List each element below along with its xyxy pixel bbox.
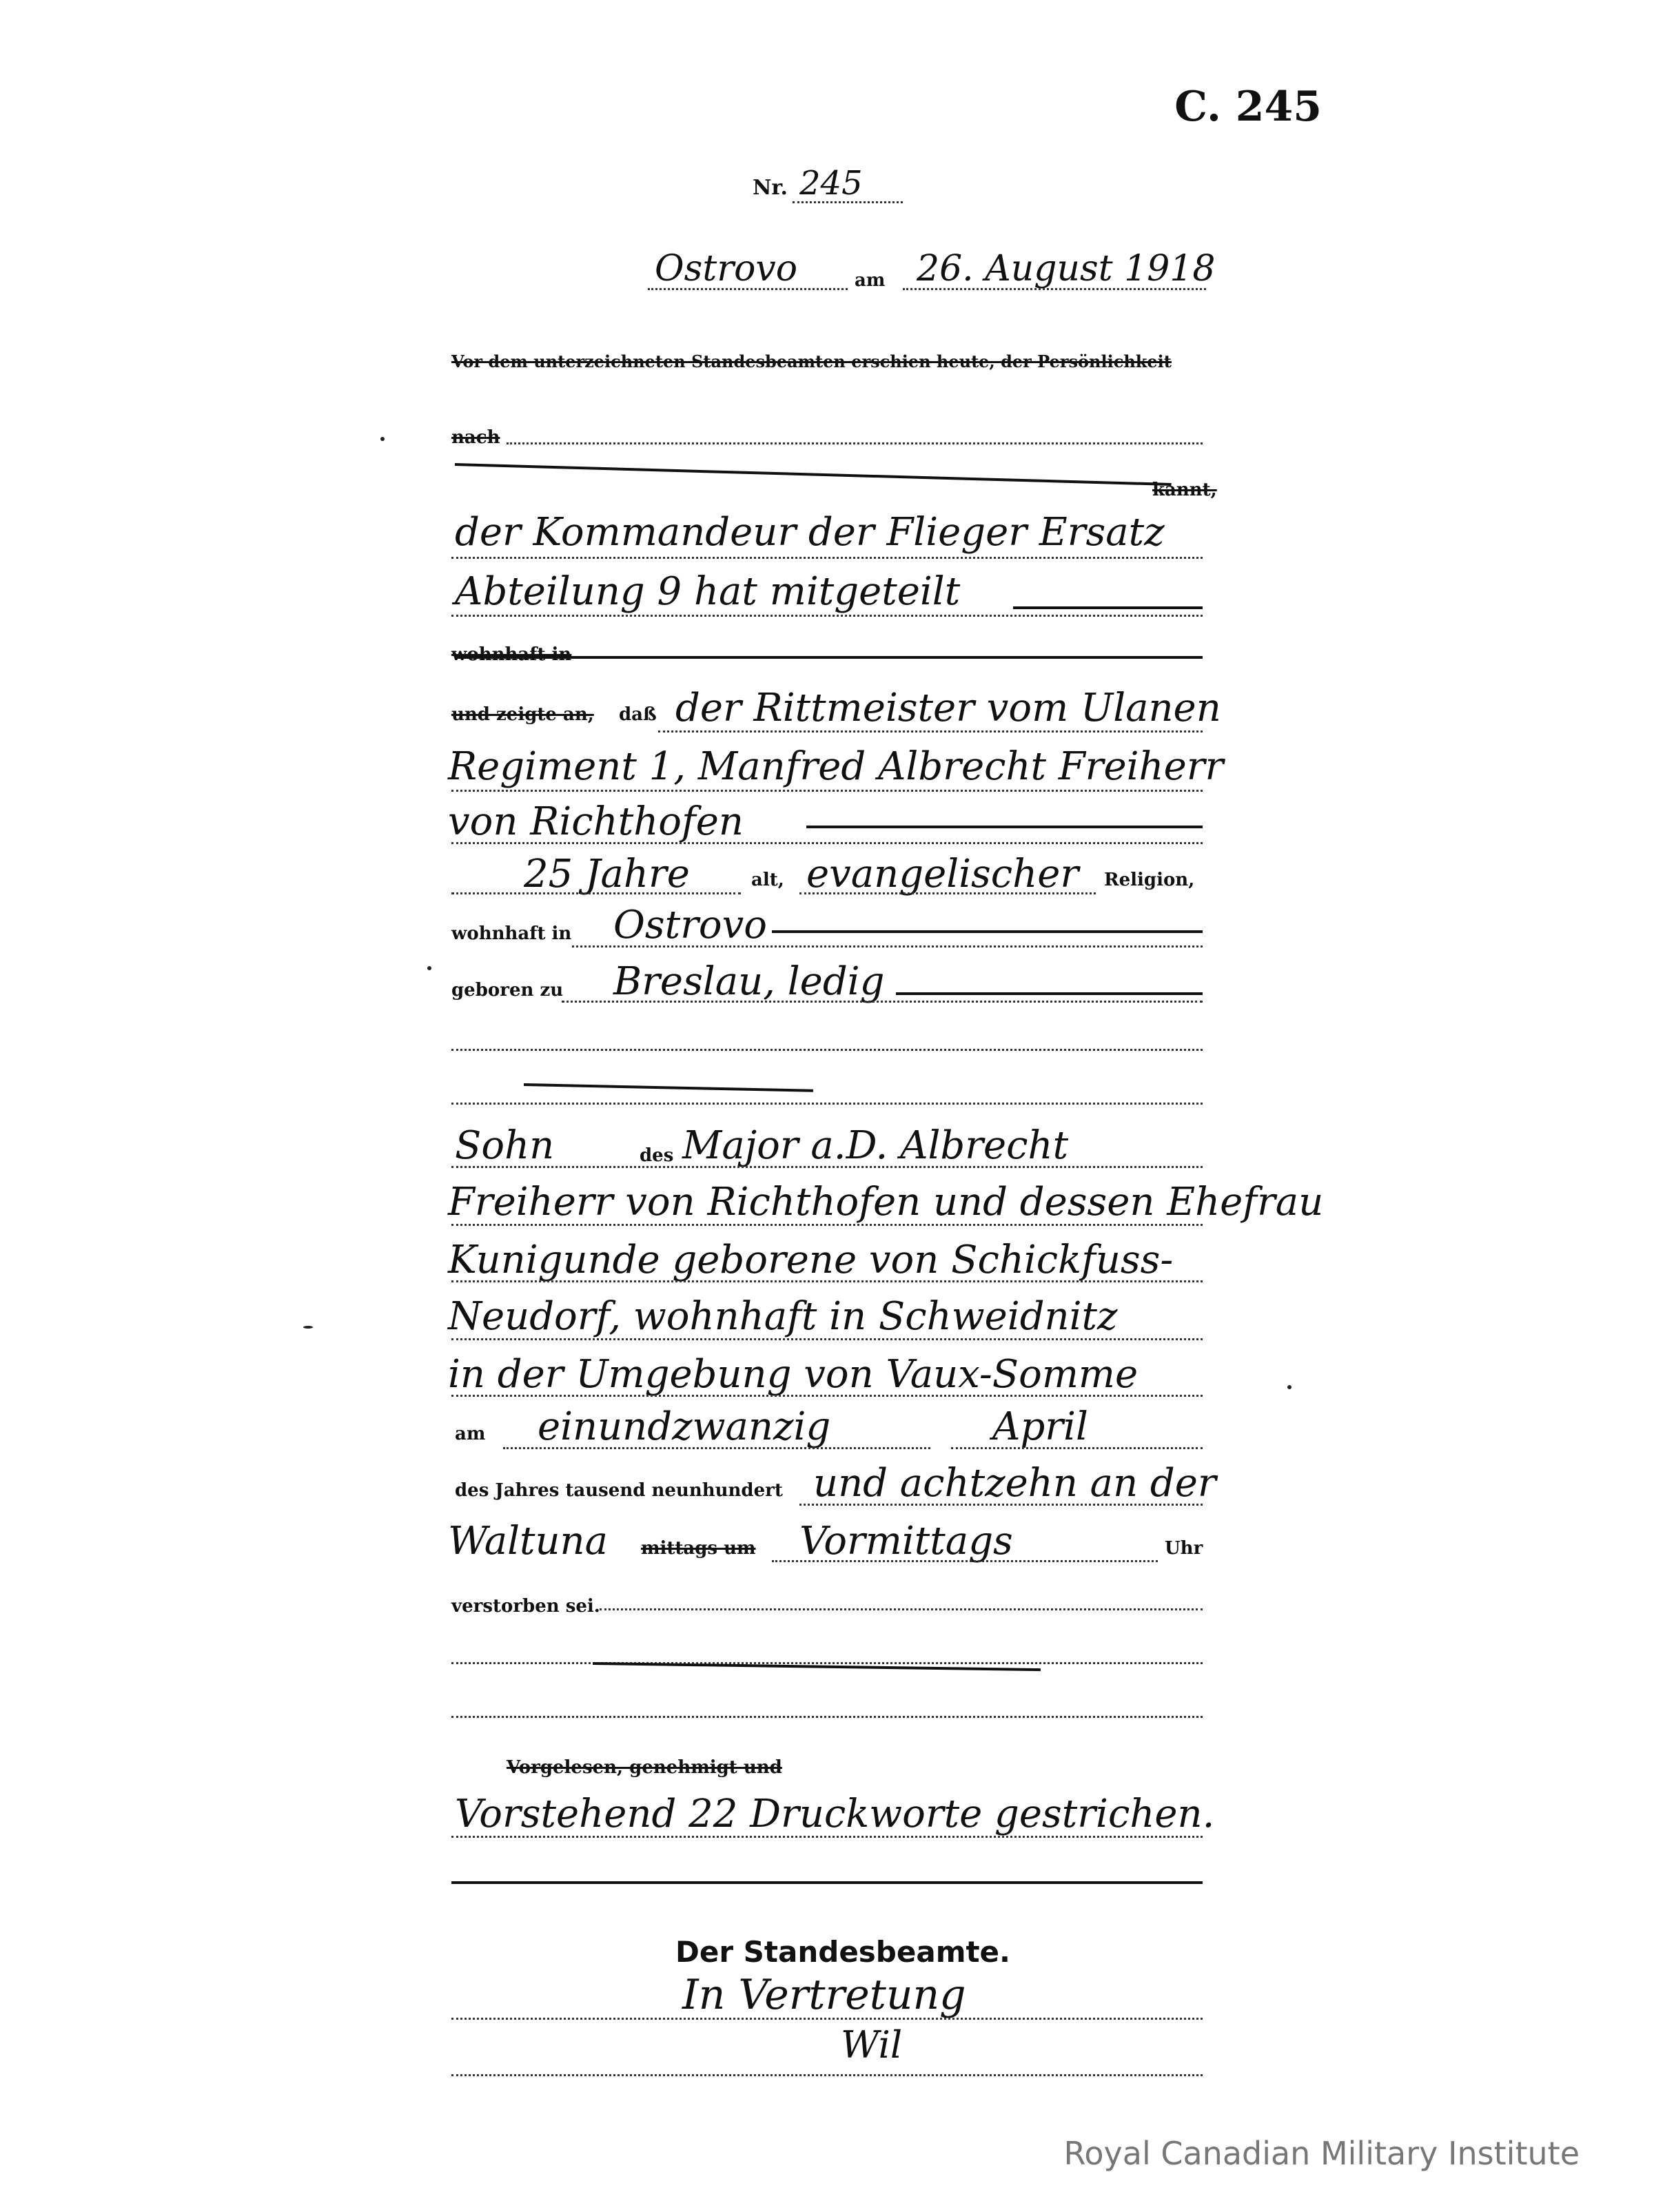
hand-line-3: der Rittmeister vom Ulanen <box>675 686 1221 730</box>
month-value: April <box>992 1404 1088 1449</box>
line-6-dotted <box>451 1166 1203 1168</box>
signature-initials: Wil <box>841 2023 903 2067</box>
line-2-dotted <box>451 615 1203 617</box>
number-label: Nr. <box>753 176 788 200</box>
wohnhaft-strike-line <box>455 656 1203 659</box>
number-dotted-line <box>793 201 903 203</box>
vorgelesen-struck-text: Vorgelesen, genehmigt und <box>507 1757 782 1778</box>
des-jahres-label: des Jahres tausend neunhundert <box>455 1480 783 1501</box>
blank-dotted-line-2 <box>451 1103 1203 1105</box>
kannt-label: kannt, <box>1152 480 1217 500</box>
residence-value: Ostrovo <box>613 903 767 948</box>
hand-line-9: Neudorf, wohnhaft in Schweidnitz <box>448 1294 1118 1339</box>
am-label: am <box>855 270 886 291</box>
religion-dotted-line <box>799 892 1096 894</box>
place-of-registration: Ostrovo <box>655 248 798 289</box>
time-dotted-line <box>772 1560 1158 1562</box>
line-5-filler-rule <box>806 826 1203 828</box>
hand-line-12-prefix: Waltuna <box>448 1519 609 1564</box>
intro-struck-text: Vor dem unterzeichneten Standesbeamten erschien heute, der Persönlichkeit <box>451 351 1172 371</box>
hand-line-5: von Richthofen <box>448 799 744 844</box>
scan-speck <box>1287 1385 1291 1389</box>
am-label-2: am <box>455 1424 486 1444</box>
year-dotted-line <box>799 1504 1203 1506</box>
residence-filler-rule <box>772 930 1203 933</box>
section-divider-rule-1 <box>524 1083 813 1092</box>
line-8-dotted <box>451 1280 1203 1282</box>
signature-dotted-line-2 <box>451 2074 1203 2076</box>
hand-line-4: Regiment 1, Manfred Albrecht Freiherr <box>448 744 1224 789</box>
line-9-dotted <box>451 1338 1203 1340</box>
year-in-words: und achtzehn an der <box>813 1461 1216 1506</box>
birthplace-filler-rule <box>896 992 1203 995</box>
hand-line-7: Freiherr von Richthofen und dessen Ehefrau <box>448 1180 1324 1225</box>
signature-in-vertretung: In Vertretung <box>682 1971 966 2019</box>
registration-date: 26. August 1918 <box>917 248 1216 289</box>
line-13-dotted <box>451 1836 1203 1838</box>
time-in-words: Vormittags <box>799 1519 1013 1564</box>
residence-dotted-line <box>572 945 1203 948</box>
blank-dotted-line-4 <box>451 1716 1203 1718</box>
registrar-title: Der Standesbeamte. <box>675 1935 1010 1969</box>
und-zeigte-an-label: und zeigte an, <box>451 704 594 725</box>
record-number: 245 <box>799 164 863 203</box>
mittags-label: mittags um <box>641 1538 756 1559</box>
watermark: Royal Canadian Military Institute <box>1063 2135 1580 2172</box>
birthplace-value: Breslau, ledig <box>613 959 885 1004</box>
religion-label: Religion, <box>1104 870 1195 890</box>
alt-label: alt, <box>751 870 784 890</box>
line-1-dotted <box>451 557 1203 559</box>
nach-label: nach <box>451 427 500 448</box>
signature-dotted-line-1 <box>451 2018 1203 2020</box>
hand-line-6: Sohn <box>455 1123 555 1168</box>
wohnhaft-in-label-2: wohnhaft in <box>451 923 572 944</box>
wohnhaft-in-label-1: wohnhaft in <box>451 644 572 665</box>
uhr-label: Uhr <box>1165 1538 1203 1559</box>
hand-line-6b: Major a.D. Albrecht <box>682 1123 1069 1168</box>
geboren-zu-label: geboren zu <box>451 980 564 1001</box>
nach-strike-line <box>455 463 1172 486</box>
verstorben-dotted-line <box>600 1608 1203 1610</box>
age-value: 25 Jahre <box>524 852 690 897</box>
closing-rule <box>451 1881 1203 1884</box>
dass-label: daß <box>619 704 657 725</box>
blank-dotted-line-3 <box>451 1662 1203 1664</box>
hand-line-10: in der Umgebung von Vaux-Somme <box>448 1352 1139 1397</box>
date-dotted-line <box>903 288 1206 290</box>
scan-speck <box>427 966 431 970</box>
day-dotted-line <box>503 1447 930 1449</box>
day-in-words: einundzwanzig <box>538 1404 831 1449</box>
place-dotted-line <box>648 288 848 290</box>
hand-line-13: Vorstehend 22 Druckworte gestrichen. <box>455 1792 1215 1836</box>
des-label: des <box>640 1145 674 1166</box>
line-3-dotted <box>658 730 1203 733</box>
blank-dotted-line-1 <box>451 1049 1203 1051</box>
hand-line-2: Abteilung 9 hat mitgeteilt <box>455 569 961 614</box>
line-7-dotted <box>451 1224 1203 1226</box>
line-4-dotted <box>451 790 1203 792</box>
line-2-filler-rule <box>1013 606 1203 609</box>
hand-line-1: der Kommandeur der Flieger Ersatz <box>455 510 1165 555</box>
month-dotted-line <box>951 1447 1203 1449</box>
record-reference: C. 245 <box>1174 83 1322 131</box>
line-5-dotted <box>451 842 1203 844</box>
birthplace-dotted-line <box>562 1001 1203 1003</box>
nach-dotted-line <box>507 442 1203 444</box>
age-dotted-line <box>451 892 741 894</box>
hand-line-8: Kunigunde geborene von Schickfuss- <box>448 1238 1174 1282</box>
verstorben-label: verstorben sei. <box>451 1596 600 1617</box>
line-10-dotted <box>451 1395 1203 1397</box>
scan-speck <box>303 1326 313 1329</box>
religion-value: evangelischer <box>806 852 1079 897</box>
scan-speck <box>380 437 385 441</box>
